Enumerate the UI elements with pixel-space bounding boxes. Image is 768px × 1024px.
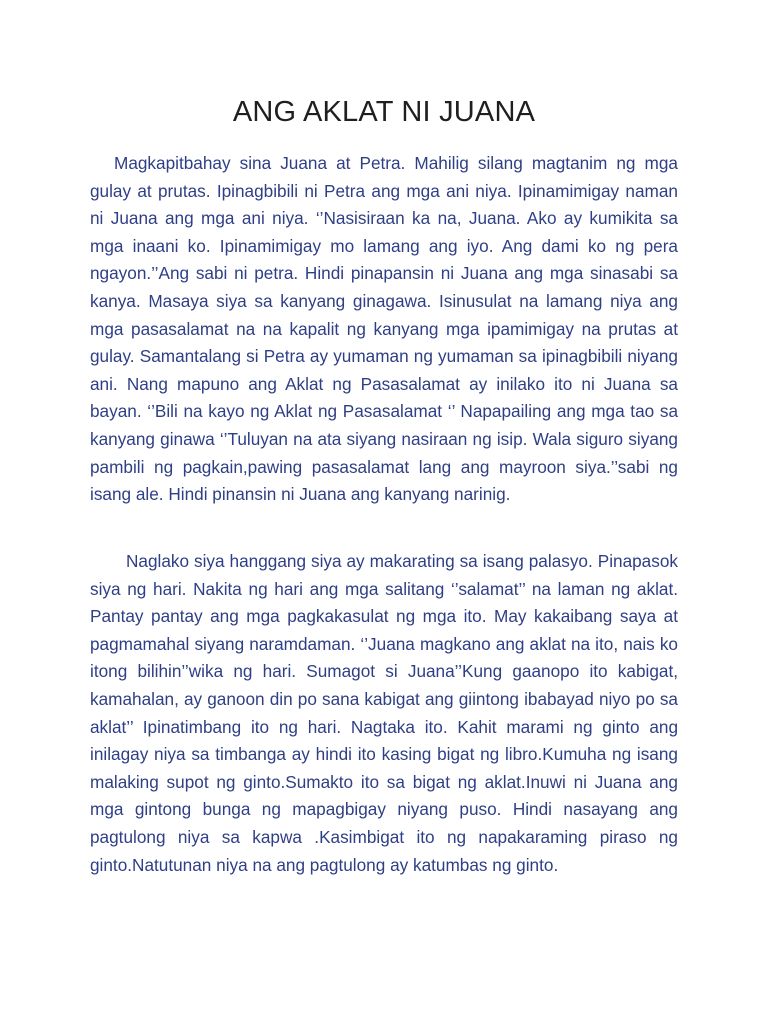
paragraph-1: Magkapitbahay sina Juana at Petra. Mahilig silang magtanim ng mga gulay at prutas. Ipinagbibili ni Petra ang mga ani niya. Ipinamimigay naman ni Juana ang mga ani niya. ‘’Nasisiraan ka na, Juana. Ako ay kumikita sa mga inaani ko. Ipinamimigay mo lamang ang iyo. Ang dami ko ng pera ngayon.’’Ang sabi ni petra. Hindi pinapansin ni Juana ang mga sinasabi sa kanya. Masaya siya sa kanyang ginagawa. Isinusulat na lamang niya ang mga pasasalamat na na kapalit ng kanyang mga ipamimigay na prutas at gulay. Samantalang si Petra ay yumaman ng yumaman sa ipinagbibili niyang ani. Nang mapuno ang Aklat ng Pasasalamat ay inilako ito ni Juana sa bayan. ‘’Bili na kayo ng Aklat ng Pasasalamat ‘’ Napapailing ang mga tao sa kanyang ginawa ‘’Tuluyan na ata siyang nasiraan ng isip. Wala siguro siyang pambili ng pagkain,pawing pasasalamat lang ang mayroon siya.’’sabi ng isang ale. Hindi pinansin ni Juana ang kanyang narinig.	[90, 153, 678, 505]
paragraph-2: Naglako siya hanggang siya ay makarating sa isang palasyo. Pinapasok siya ng hari. Nakita ng hari ang mga salitang ‘’salamat’’ na laman ng aklat. Pantay pantay ang mga pagkakasulat ng mga ito. May kakaibang saya at pagmamahal siyang naramdaman. ‘’Juana magkano ang aklat na ito, nais ko itong bilihin’’wika ng hari. Sumagot si Juana’’Kung gaanopo ito kabigat, kamahalan, ay ganoon din po sana kabigat ang giintong ibabayad niyo po sa aklat’’ Ipinatimbang ito ng hari. Nagtaka ito. Kahit marami ng ginto ang inilagay niya sa timbanga ay hindi ito kasing bigat ng libro.Kumuha ng isang malaking supot ng ginto.Sumakto ito sa bigat ng aklat.Inuwi ni Juana ang mga gintong bunga ng mapagbigay niyang puso. Hindi nasayang ang pagtulong niya sa kapwa .Kasimbigat ito ng napakaraming piraso ng ginto.Natutunan niya na ang pagtulong ay katumbas ng ginto.	[90, 551, 678, 875]
document-title: ANG AKLAT NI JUANA	[232, 96, 536, 128]
